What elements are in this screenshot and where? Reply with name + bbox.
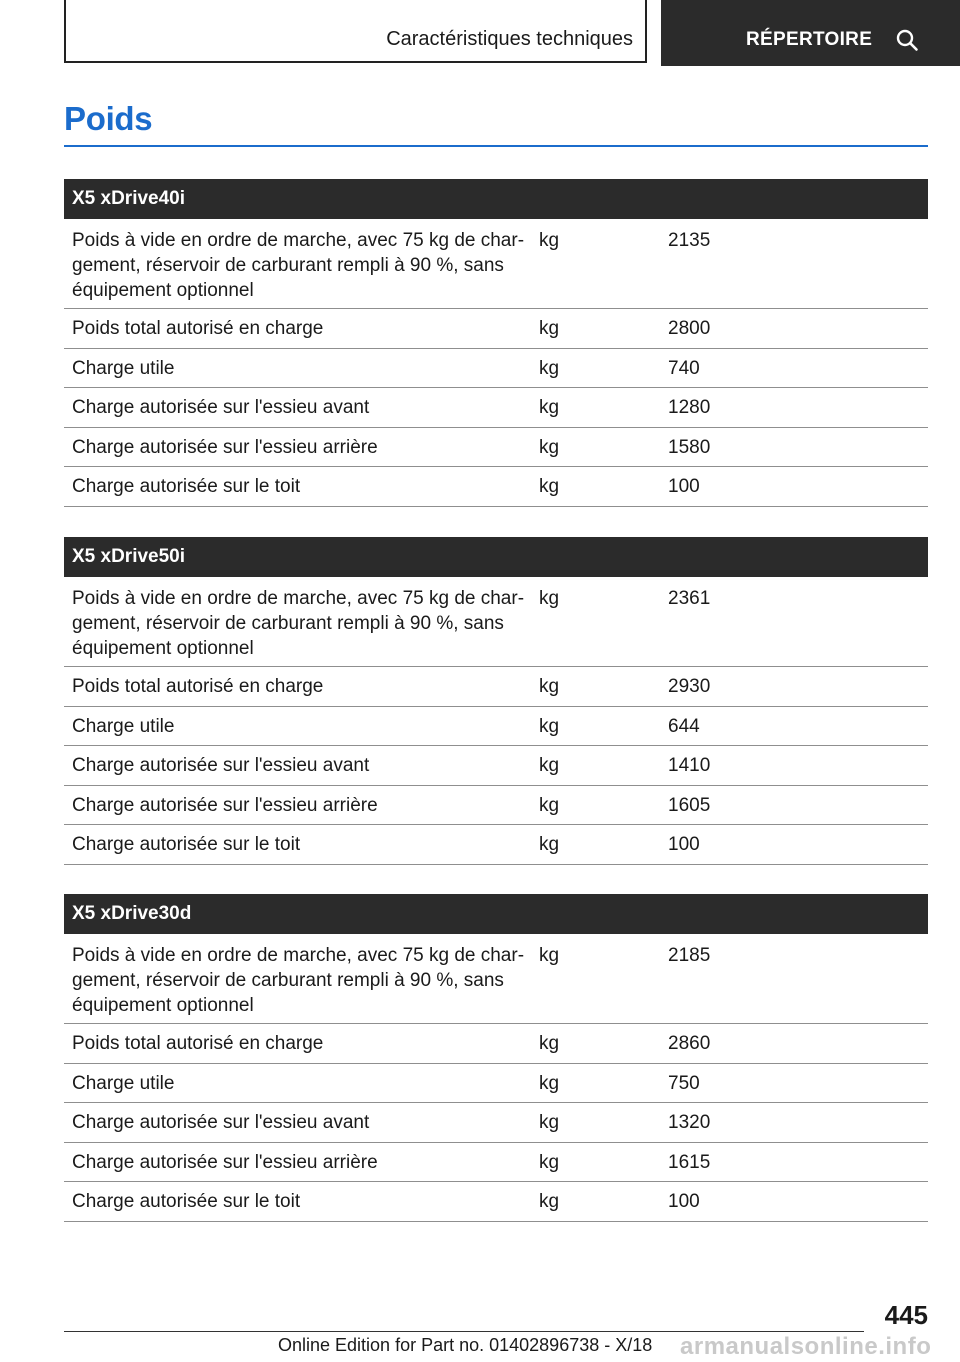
table-header: X5 xDrive50i <box>64 537 928 577</box>
table-row <box>64 746 928 786</box>
row-label: Poids à vide en ordre de marche, avec 75 kg de char-gement, réservoir de carburant rempli à 90 %, sans équipement optionnel <box>72 230 525 301</box>
table-row <box>64 1143 928 1183</box>
table-row <box>64 577 928 667</box>
row-unit: kg <box>539 1033 560 1054</box>
table-row <box>64 667 928 707</box>
row-unit: kg <box>539 397 560 419</box>
row-value: 2135 <box>668 230 711 251</box>
table-row <box>64 1103 928 1143</box>
row-label: Poids à vide en ordre de marche, avec 75 kg de char-gement, réservoir de carburant rempli à 90 %, sans équipement optionnel <box>72 945 525 1016</box>
row-label: Charge utile <box>72 715 175 737</box>
row-unit: kg <box>539 1072 560 1094</box>
weights-table-xdrive40i <box>64 179 928 507</box>
row-value: 2800 <box>668 318 711 339</box>
row-unit: kg <box>539 715 560 737</box>
row-value: 100 <box>668 834 700 856</box>
row-label: Poids total autorisé en charge <box>72 318 324 339</box>
row-unit: kg <box>539 1151 560 1173</box>
row-unit: kg <box>539 755 560 777</box>
search-icon <box>895 28 919 52</box>
row-value: 750 <box>668 1072 700 1094</box>
table-row <box>64 825 928 865</box>
row-unit: kg <box>539 436 560 458</box>
row-value: 2860 <box>668 1033 711 1054</box>
table-row <box>64 934 928 1024</box>
row-label: Charge autorisée sur le toit <box>72 476 301 498</box>
page-title: Poids <box>64 100 153 137</box>
row-label: Charge autorisée sur le toit <box>72 834 301 856</box>
table-header: X5 xDrive40i <box>64 179 928 219</box>
row-unit: kg <box>539 676 560 697</box>
table-row <box>64 349 928 389</box>
row-label: Charge autorisée sur l'essieu avant <box>72 397 370 419</box>
table-row <box>64 707 928 747</box>
footer-divider <box>64 1331 864 1332</box>
row-unit: kg <box>539 318 560 339</box>
page-header <box>64 0 960 66</box>
row-unit: kg <box>539 230 560 251</box>
index-button[interactable] <box>661 0 960 66</box>
row-value: 644 <box>668 715 700 737</box>
weights-table-xdrive50i <box>64 537 928 865</box>
row-unit: kg <box>539 834 560 856</box>
row-label: Poids total autorisé en charge <box>72 676 324 697</box>
section-tab[interactable] <box>64 0 647 63</box>
row-label: Charge utile <box>72 357 175 379</box>
row-label: Charge autorisée sur l'essieu arrière <box>72 794 378 816</box>
row-label: Poids à vide en ordre de marche, avec 75 kg de char-gement, réservoir de carburant rempli à 90 %, sans équipement optionnel <box>72 588 525 659</box>
table-row <box>64 309 928 349</box>
row-value: 1580 <box>668 436 711 458</box>
row-value: 100 <box>668 1191 700 1213</box>
row-label: Charge autorisée sur l'essieu avant <box>72 1112 370 1134</box>
row-unit: kg <box>539 588 560 609</box>
section-title: Caractéristiques techniques <box>386 28 633 50</box>
table-row <box>64 1064 928 1104</box>
table-row <box>64 467 928 507</box>
row-value: 740 <box>668 357 700 379</box>
table-row <box>64 1182 928 1222</box>
page-number: 445 <box>884 1300 928 1330</box>
watermark: armanualsonline.info <box>680 1333 932 1360</box>
index-label: RÉPERTOIRE <box>746 29 873 50</box>
row-unit: kg <box>539 794 560 816</box>
table-row <box>64 428 928 468</box>
row-label: Charge autorisée sur l'essieu avant <box>72 755 370 777</box>
table-row <box>64 388 928 428</box>
weights-table-xdrive30d <box>64 894 928 1222</box>
row-value: 1280 <box>668 397 711 419</box>
row-label: Charge autorisée sur l'essieu arrière <box>72 436 378 458</box>
row-value: 1615 <box>668 1151 711 1173</box>
row-value: 1410 <box>668 755 711 777</box>
row-unit: kg <box>539 945 560 966</box>
row-label: Charge autorisée sur le toit <box>72 1191 301 1213</box>
row-value: 1320 <box>668 1112 711 1134</box>
table-row <box>64 786 928 826</box>
table-header: X5 xDrive30d <box>64 894 928 934</box>
row-value: 2185 <box>668 945 711 966</box>
row-unit: kg <box>539 357 560 379</box>
row-unit: kg <box>539 1112 560 1134</box>
row-unit: kg <box>539 1191 560 1213</box>
title-divider <box>64 145 928 147</box>
row-value: 2361 <box>668 588 711 609</box>
edition-text: Online Edition for Part no. 01402896738 - X/18 <box>278 1335 653 1355</box>
row-label: Poids total autorisé en charge <box>72 1033 324 1054</box>
row-label: Charge utile <box>72 1072 175 1094</box>
row-value: 100 <box>668 476 700 498</box>
row-unit: kg <box>539 476 560 498</box>
row-value: 2930 <box>668 676 711 697</box>
table-row <box>64 1024 928 1064</box>
row-label: Charge autorisée sur l'essieu arrière <box>72 1151 378 1173</box>
table-row <box>64 219 928 309</box>
row-value: 1605 <box>668 794 711 816</box>
